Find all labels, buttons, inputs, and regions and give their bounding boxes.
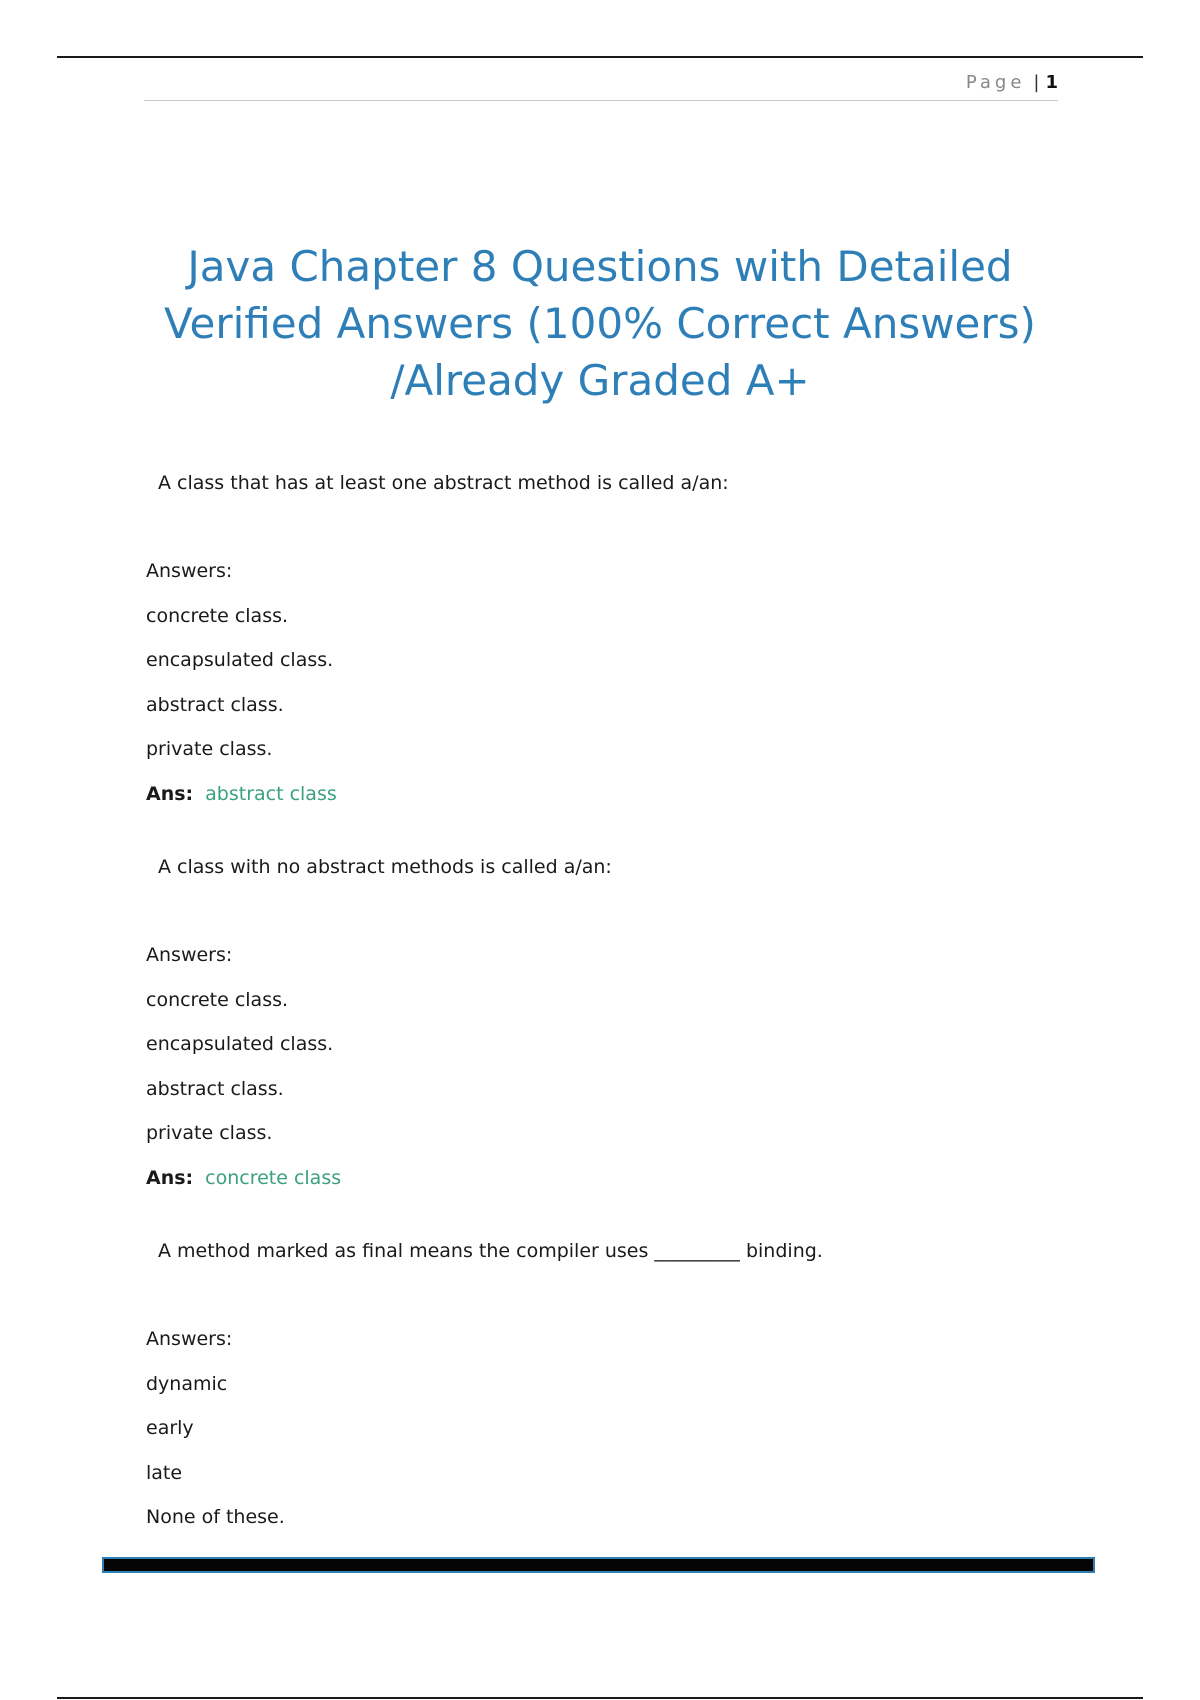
option-2a: concrete class. [146,989,289,1011]
footer-bar [102,1557,1095,1573]
ans-label: Ans: [146,1167,194,1189]
option-2c: abstract class. [146,1078,284,1100]
page-number [966,72,1058,93]
page-number-value: 1 [1045,72,1058,93]
option-1c: abstract class. [146,694,284,716]
page-header [144,68,1058,101]
answers-label-1: Answers: [146,560,233,582]
question-1: A class that has at least one abstract method is called a/an: [158,472,729,494]
page-separator: | [1033,72,1040,93]
option-3b: early [146,1417,194,1439]
answer-1 [146,783,337,805]
option-3c: late [146,1462,183,1484]
option-1d: private class. [146,738,273,760]
ans-label: Ans: [146,783,194,805]
top-rule [57,56,1143,58]
ans-value: concrete class [205,1167,342,1189]
option-2d: private class. [146,1122,273,1144]
option-3d: None of these. [146,1506,285,1528]
answers-label-3: Answers: [146,1328,233,1350]
option-3a: dynamic [146,1373,228,1395]
bottom-rule [57,1697,1143,1699]
answers-label-2: Answers: [146,944,233,966]
option-2b: encapsulated class. [146,1033,334,1055]
option-1a: concrete class. [146,605,289,627]
ans-value: abstract class [205,783,337,805]
question-2: A class with no abstract methods is called a/an: [158,856,612,878]
answer-2 [146,1167,341,1189]
question-3: A method marked as final means the compiler uses _________ binding. [158,1240,823,1262]
document-title: Java Chapter 8 Questions with Detailed Verified Answers (100% Correct Answers) /Already Graded A+ [164,242,1036,405]
option-1b: encapsulated class. [146,649,334,671]
page-label: Page [965,72,1026,93]
